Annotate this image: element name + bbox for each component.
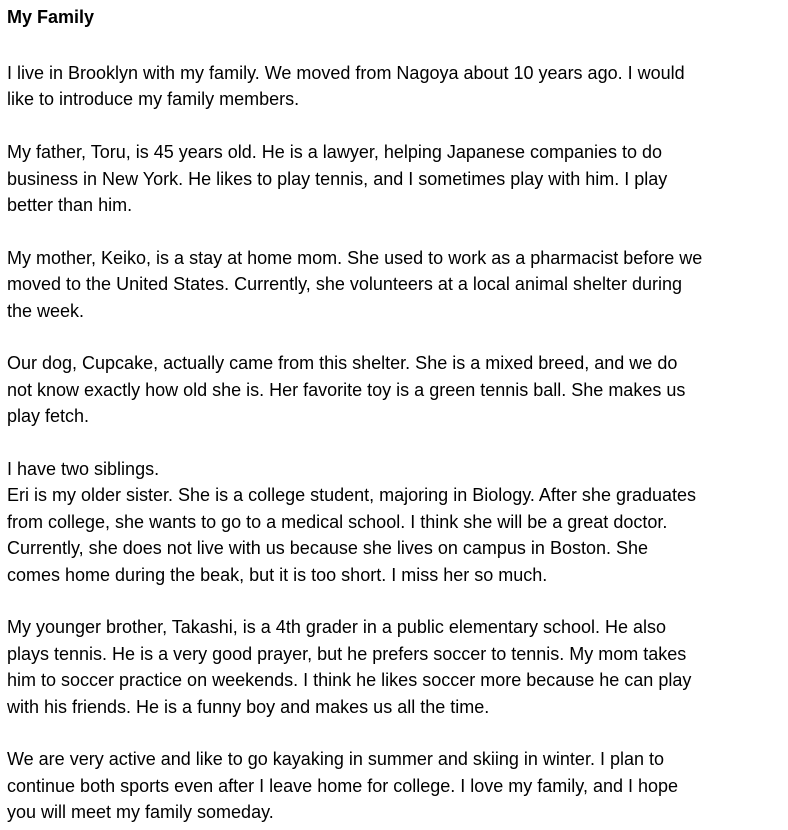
paragraph-father <box>7 139 788 218</box>
paragraph-intro <box>7 60 788 113</box>
text-line: with his friends. He is a funny boy and makes us all the time. <box>7 696 490 717</box>
text-line: Eri is my older sister. She is a college student, majoring in Biology. After she graduates <box>7 485 697 506</box>
paragraph-mother <box>7 245 788 324</box>
text-line: moved to the United States. Currently, she volunteers at a local animal shelter during <box>7 274 683 295</box>
text-line: Our dog, Cupcake, actually came from this shelter. She is a mixed breed, and we do <box>7 353 678 374</box>
text-line: better than him. <box>7 195 133 216</box>
text-line: My younger brother, Takashi, is a 4th grader in a public elementary school. He also <box>7 617 667 638</box>
paragraph-activities <box>7 746 788 825</box>
paragraph-siblings <box>7 456 788 588</box>
text-line: I have two siblings. <box>7 459 160 480</box>
text-line: from college, she wants to go to a medical school. I think she will be a great doctor. <box>7 511 668 532</box>
text-line: My father, Toru, is 45 years old. He is a lawyer, helping Japanese companies to do <box>7 142 663 163</box>
text-line: I live in Brooklyn with my family. We moved from Nagoya about 10 years ago. I would <box>7 63 685 83</box>
text-line: like to introduce my family members. <box>7 89 300 110</box>
text-line: him to soccer practice on weekends. I think he likes soccer more because he can play <box>7 670 692 691</box>
text-line: plays tennis. He is a very good prayer, but he prefers soccer to tennis. My mom takes <box>7 643 687 664</box>
text-line: comes home during the beak, but it is too short. I miss her so much. <box>7 564 548 585</box>
text-line: you will meet my family someday. <box>7 802 274 823</box>
text-line: not know exactly how old she is. Her favorite toy is a green tennis ball. She makes us <box>7 379 686 400</box>
paragraph-brother <box>7 614 788 720</box>
document-title: My Family <box>7 7 95 27</box>
text-line: the week. <box>7 300 85 321</box>
text-line: We are very active and like to go kayaking in summer and skiing in winter. I plan to <box>7 749 664 770</box>
paragraph-dog <box>7 350 788 429</box>
text-line: play fetch. <box>7 406 90 427</box>
text-line: continue both sports even after I leave home for college. I love my family, and I hope <box>7 775 679 796</box>
text-line: My mother, Keiko, is a stay at home mom. She used to work as a pharmacist before we <box>7 247 703 268</box>
text-line: Currently, she does not live with us because she lives on campus in Boston. She <box>7 538 649 559</box>
text-line: business in New York. He likes to play tennis, and I sometimes play with him. I play <box>7 168 668 189</box>
